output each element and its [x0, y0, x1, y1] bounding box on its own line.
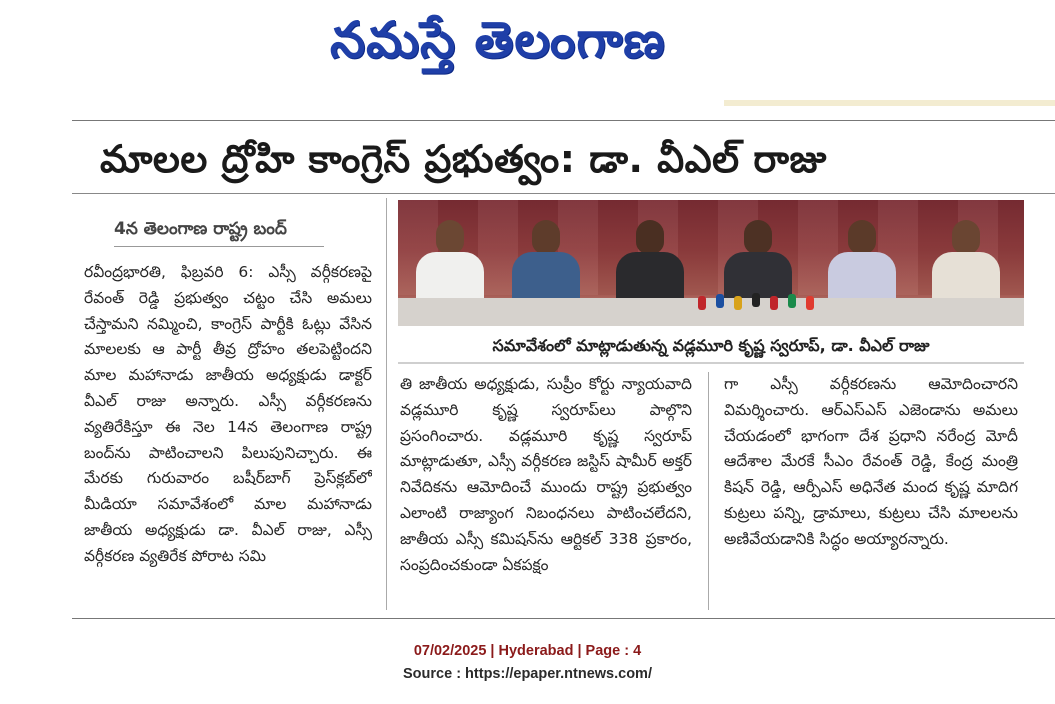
article-column-3: గా ఎస్సీ వర్గీకరణను ఆమోదించారని విమర్శించారు. ఆర్‌ఎస్‌ఎస్ ఎజెండాను అమలు చేయడంలో భాగంగా దేశ ప్రధాని నరేంద్ర మోదీ ఆదేశాల మేరకే సీఎం రేవంత్ రెడ్డి, కేంద్ర మంత్రి కిషన్ రెడ్డి, ఆర్పీఎస్ అధినేత మంద కృష్ణ మాదిగ కుట్రలు పన్ని, డ్రామాలు, కుట్రలు చేసి మాలలను అణివేయడానికి సిద్ధం అయ్యారన్నారు. [724, 375, 1018, 548]
divider-top [72, 120, 1055, 121]
footer-dateline: 07/02/2025 | Hyderabad | Page : 4 [413, 643, 642, 659]
divider-headline [72, 193, 1055, 194]
microphone [806, 296, 814, 310]
masthead-strip [724, 100, 1055, 106]
column-divider-1 [386, 198, 387, 610]
divider-bottom [72, 618, 1055, 619]
footer-source-link[interactable]: Source : https://epaper.ntnews.com/ [403, 666, 652, 682]
article-column-1: రవీంద్రభారతి, ఫిబ్రవరి 6: ఎస్సీ వర్గీకరణపై రేవంత్ రెడ్డి ప్రభుత్వం చట్టం చేసి అమలు చేస్తామని నమ్మించి, కాంగ్రెస్ పార్టీకి ఓట్లు వేసిన మాలలకు ఆ పార్టీ తీవ్ర ద్రోహం తలపెట్టిందని మాల మహానాడు జాతీయ అధ్యక్షుడు డాక్టర్ వీఎల్ రాజు అన్నారు. ఎస్సీ వర్గీకరణను వ్యతిరేకిస్తూ ఈ నెల 14న తెలంగాణ రాష్ట్ర బంద్‌ను పాటించాలని పిలుపునిచ్చారు. ఈ మేరకు గురువారం బషీర్‌బాగ్ ప్రెస్‌క్లబ్‌లో మీడియా సమావేశంలో మాల మహానాడు జాతీయ అధ్యక్షుడు డా. వీఎల్ రాజు, ఎస్సీ వర్గీకరణ వ్యతిరేక పోరాట సమి [84, 263, 372, 565]
article-column-2: తి జాతీయ అధ్యక్షుడు, సుప్రీం కోర్టు న్యాయవాది వడ్లమూరి కృష్ణ స్వరూప్‌లు పాల్గొని ప్రసంగించారు. వడ్లమూరి కృష్ణ స్వరూప్ మాట్లాడుతూ, ఎస్సీ వర్గీకరణ జస్టిస్ షామీర్ అక్తర్ నివేదికను ఆమోదించే ముందు రాష్ట్ర ప్రభుత్వం ఎలాంటి రాజ్యాంగ నిబంధనలు పాటించలేదని, జాతీయ ఎస్సీ కమిషన్‌ను ఆర్టికల్ 338 ప్రకారం, సంప్రదించకుండా ఏకపక్షం [400, 375, 692, 574]
article-headline: మాలల ద్రోహి కాంగ్రెస్ ప్రభుత్వం: డా. వీఎల్ రాజు [100, 137, 827, 181]
subhead-underline [114, 246, 324, 247]
microphone [770, 296, 778, 310]
microphone [698, 296, 706, 310]
microphone [716, 294, 724, 308]
microphone [752, 293, 760, 307]
microphone [788, 294, 796, 308]
photo-caption: సమావేశంలో మాట్లాడుతున్న వడ్లమూరి కృష్ణ స్వరూప్, డా. వీఎల్ రాజు [398, 328, 1024, 364]
photo-table [398, 298, 1024, 326]
masthead [0, 0, 1055, 80]
newspaper-logo: నమస్తే తెలంగాణ [330, 11, 666, 69]
column-divider-2 [708, 372, 709, 610]
press-conference-photo [398, 200, 1024, 326]
microphone [734, 296, 742, 310]
article-subhead: 4న తెలంగాణ రాష్ట్ర బంద్ [114, 219, 287, 239]
